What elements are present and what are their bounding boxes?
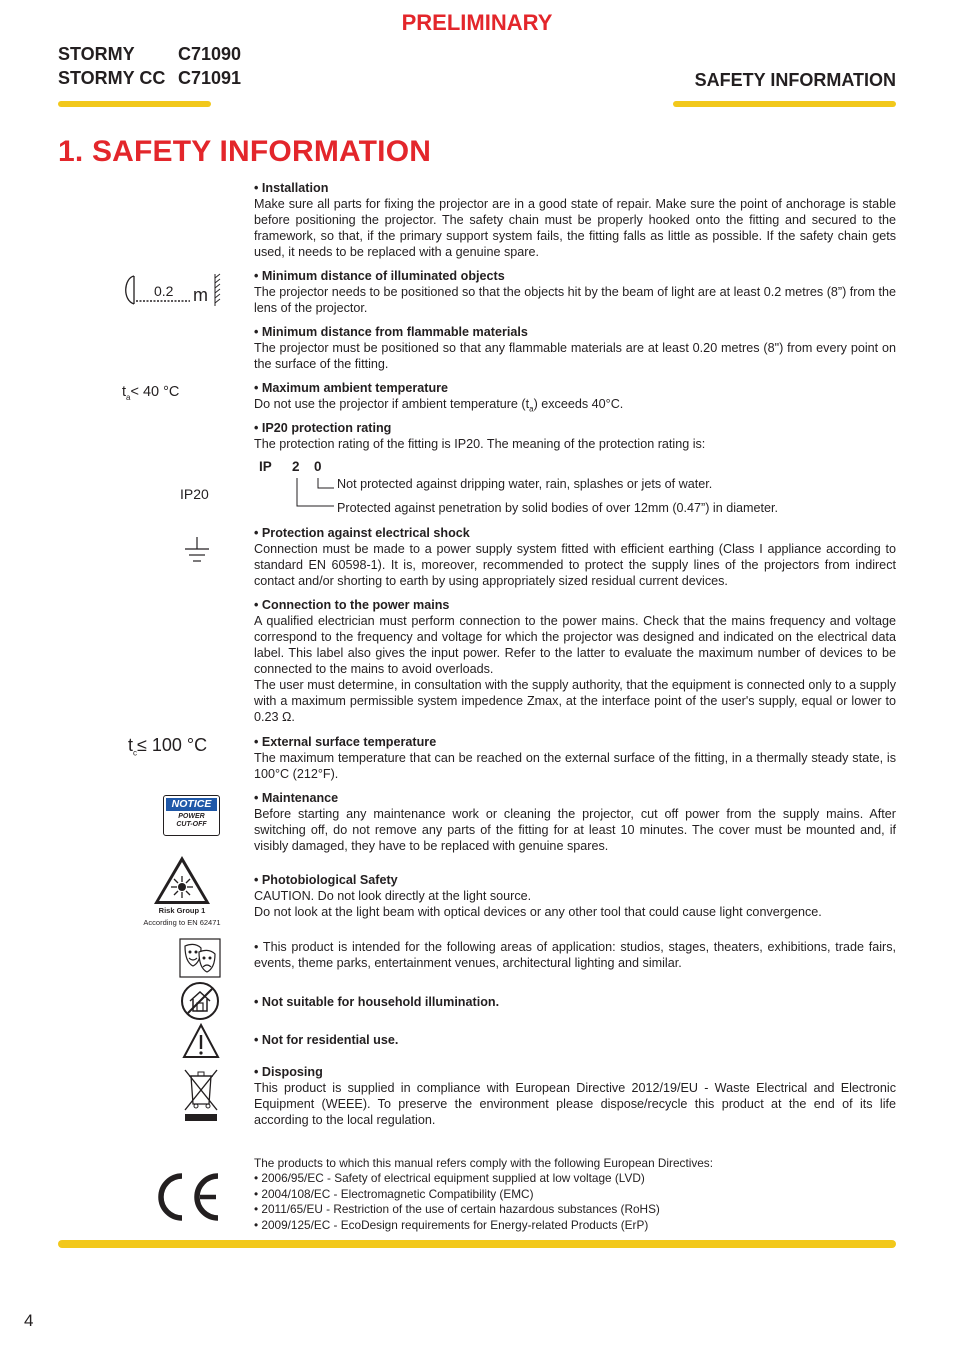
section-heading: • Protection against electrical shock	[254, 526, 470, 540]
section-text: Do not use the projector if ambient temperature $(t_a)$ exceeds 40°C.	[254, 397, 624, 414]
section-heading: • Maintenance	[254, 791, 339, 805]
page-number: 4	[24, 1311, 34, 1330]
ip-meaning-water: Not protected against dripping water, rain, splashes or jets of water.	[337, 477, 713, 491]
section-heading: • IP20 protection rating	[254, 421, 392, 435]
theatre-masks-icon	[179, 938, 221, 978]
section-maintenance	[254, 790, 896, 854]
earth-ground-icon	[184, 536, 210, 566]
section-text: This product is supplied in compliance with European Directive 2012/19/EU - Waste Electrical and Electronic Equipment (WEEE). To preserve the environment please dispose/recycle this product at the end of its life according to the local regulation.	[254, 1081, 896, 1127]
model-line-1	[58, 44, 242, 65]
section-heading: • Minimum distance from flammable materials	[254, 325, 528, 339]
section-text: Connection must be made to a power supply system fitted with efficient earthing (Class I appliance according to standard EN 60598-1). It is, moreover, recommended to protect the supply lines of the projectors from indirect contact and/or shorting to earth by using appropriately sized residual current devices.	[254, 542, 896, 588]
weee-bin-icon	[181, 1068, 221, 1124]
section-min-distance-objects	[254, 268, 896, 316]
section-installation	[254, 180, 896, 260]
footer-bar	[58, 1240, 896, 1248]
ip-meaning-solids: Protected against penetration by solid bodies of over 12mm (0.47”) in diameter.	[337, 501, 779, 515]
preliminary-label: PRELIMINARY	[401, 10, 553, 35]
directive-item: • 2004/108/EC - Electromagnetic Compatibility (EMC)	[254, 1186, 534, 1201]
section-external-temp	[254, 734, 896, 782]
section-text: • This product is intended for the following areas of application: studios, stages, theaters, exhibitions, trade fairs, events, theme parks, entertainment venues, architectural lighting and similar.	[254, 940, 896, 970]
model-code: C71091	[178, 68, 242, 88]
section-electrical-shock	[254, 525, 896, 589]
header-right-underline	[673, 101, 896, 107]
section-heading: • Photobiological Safety	[254, 873, 398, 887]
header-section-label: SAFETY INFORMATION	[694, 70, 896, 90]
notice-power-cutoff-icon: NOTICE POWER CUT-OFF	[163, 795, 220, 836]
section-photobiological	[254, 872, 896, 920]
section-text: The maximum temperature that can be reached on the external surface of the fitting, in a thermally steady state, is 100°C (212°F).	[254, 751, 896, 781]
section-heading: • Not suitable for household illumination.	[254, 995, 500, 1009]
ambient-temp-label: $t_a< 40$ °C	[122, 384, 180, 402]
section-heading: • Minimum distance of illuminated objects	[254, 269, 505, 283]
section-heading: • Maximum ambient temperature	[254, 381, 449, 395]
section-heading: • Connection to the power mains	[254, 598, 450, 612]
section-heading: • Installation	[254, 181, 329, 195]
section-household	[254, 994, 896, 1010]
section-directives	[254, 1156, 896, 1233]
caution-warning-icon	[182, 1023, 220, 1059]
ce-mark-icon	[152, 1170, 224, 1224]
header-left-underline	[58, 101, 211, 107]
directive-item: • 2009/125/EC - EcoDesign requirements for Energy-related Products (ErP)	[254, 1217, 649, 1232]
risk-group-label: Risk Group 1	[158, 906, 206, 915]
section-max-ambient	[254, 380, 896, 418]
section-min-distance-flammable	[254, 324, 896, 372]
laser-warning-icon	[152, 854, 212, 906]
section-heading: • External surface temperature	[254, 735, 437, 749]
section-application	[254, 939, 896, 971]
section-text: Do not look at the light beam with optical devices or any other tool that could cause light convergence.	[254, 905, 822, 919]
section-text: A qualified electrician must perform connection to the power mains. Check that the mains frequency and voltage correspond to the frequency and voltage for which the projector was designed and indicated on the electrical data label. This label also gives the input power. Refer to the latter to evaluate the maximum number of devices to be connected to the mains to avoid overloads.	[254, 614, 896, 676]
ip20-icon-label: IP20	[180, 486, 209, 502]
section-text: The protection rating of the fitting is IP20. The meaning of the protection rating is:	[254, 437, 706, 451]
page-title: 1. SAFETY INFORMATION	[58, 135, 432, 168]
directives-intro: The products to which this manual refers comply with the following European Directives:	[254, 1156, 713, 1170]
section-disposing	[254, 1064, 896, 1128]
section-power-mains	[254, 597, 896, 725]
risk-group-standard: According to EN 62471	[143, 918, 221, 927]
section-text: The projector must be positioned so that any flammable materials are at least 0.20 metres (8") from every point on the surface of the fitting.	[254, 341, 896, 371]
section-text: The user must determine, in consultation with the supply authority, that the equipment is connected only to a supply with a maximum permissible system impedence Zmax, at the interface point of the user's supply, equal or lower to 0.23 Ω.	[254, 678, 896, 724]
section-residential	[254, 1032, 896, 1048]
section-text: The projector needs to be positioned so that the objects hit by the beam of light are at least 0.2 metres (8”) from the lens of the projector.	[254, 285, 896, 315]
model-name: STORMY	[58, 44, 135, 64]
min-distance-icon: 0.2 m	[120, 272, 224, 310]
model-name: STORMY CC	[58, 68, 166, 88]
section-ip20	[254, 420, 896, 452]
ip-code: IP 2 0	[259, 459, 322, 474]
model-code: C71090	[178, 44, 242, 64]
section-heading: • Not for residential use.	[254, 1033, 399, 1047]
section-text: Before starting any maintenance work or cleaning the projector, cut off power from the supply mains. After switching off, do not remove any parts of the fitting for at least 10 minutes. The cover must be mounted and, if visibly damaged, they have to be replaced with genuine spares.	[254, 807, 896, 853]
surface-temp-label: $t_c\le 100$ °C	[128, 735, 208, 758]
section-heading: • Disposing	[254, 1065, 323, 1079]
directive-item: • 2006/95/EC - Safety of electrical equipment supplied at low voltage (LVD)	[254, 1171, 645, 1186]
section-text: Make sure all parts for fixing the projector are in a good state of repair. Make sure the point of anchorage is stable before positioning the projector. The safety chain must be properly hooked onto the fitting and secured to the framework, so that, if the primary support system fails, the fitting falls as little as possible. If the safety chain gets used, it needs to be replaced with a genuine spare.	[254, 197, 896, 259]
section-text: CAUTION. Do not look directly at the light source.	[254, 889, 532, 903]
model-line-2	[58, 68, 242, 89]
directive-item: • 2011/65/EU - Restriction of the use of certain hazardous substances (RoHS)	[254, 1202, 660, 1217]
ip-bracket-lines	[292, 476, 342, 510]
no-household-icon	[180, 981, 220, 1021]
